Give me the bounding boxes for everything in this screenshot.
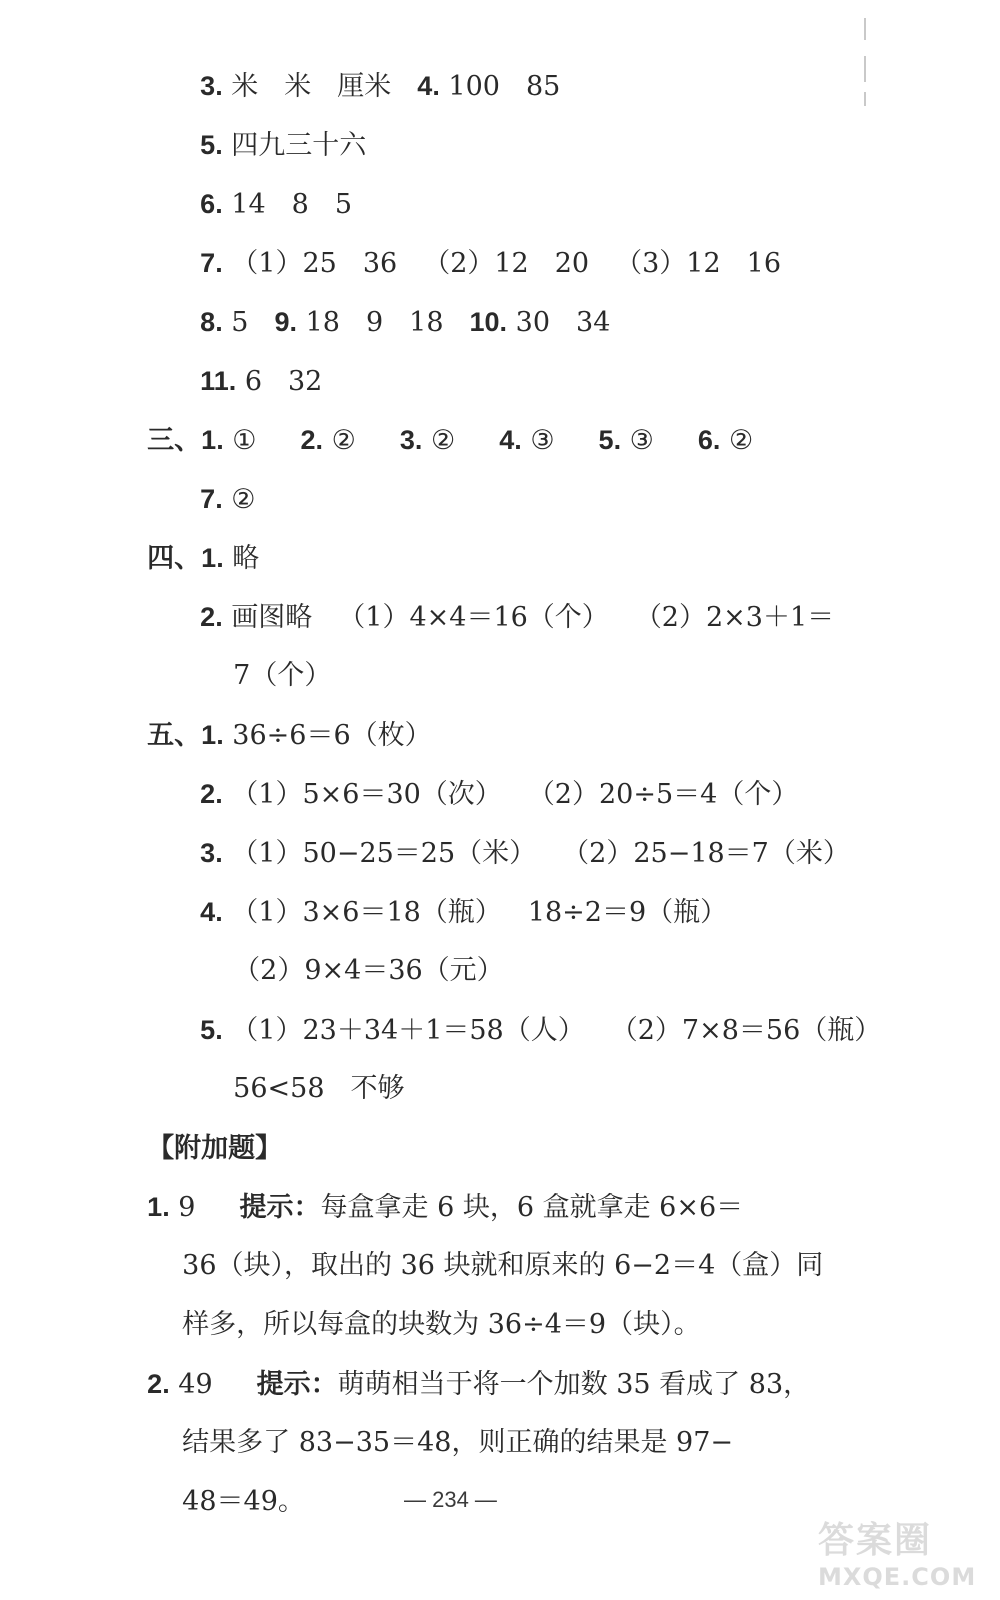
answer-line-7: 7. （1）25 36 （2）12 20 （3）12 16 [200,248,782,279]
section-five-line-5b: 56<58 不够 [233,1073,405,1104]
extra-q1-line-1: 1. 9 提示：每盒拿走 6 块，6 盒就拿走 6×6＝ [147,1192,744,1223]
answer-line-6: 6. 14 8 5 [200,189,353,220]
section-four-line-3: 7（个） [233,660,332,691]
answer-line-8-10: 8. 5 9. 18 9 18 10. 30 34 [200,307,611,338]
extra-q2-line-3: 48＝49。 [182,1486,305,1517]
section-three-line: 三、1. ① 2. ② 3. ② 4. ③ 5. ③ 6. ② [147,425,754,456]
edge-mark-mid [864,56,866,82]
section-five-line-4: 4. （1）3×6＝18（瓶） 18÷2＝9（瓶） [200,897,728,928]
section-five-line-5: 5. （1）23＋34＋1＝58（人） （2）7×8＝56（瓶） [200,1015,882,1046]
section-four-line-2: 2. 画图略 （1）4×4＝16（个） （2）2×3＋1＝ [200,602,835,633]
answer-line-3-4: 3. 米 米 厘米 4. 100 85 [200,71,561,102]
page-number: — 234 — [404,1487,497,1512]
answer-line-5: 5. 四九三十六 [200,130,367,161]
answer-line-11: 11. 6 32 [200,366,323,397]
section-three-line-2: 7. ② [200,484,256,515]
section-five-line-3: 3. （1）50−25＝25（米） （2）25−18＝7（米） [200,838,850,869]
watermark-logo [818,1512,978,1594]
section-four-line: 四、1. 略 [147,543,260,574]
extra-q1-line-3: 样多，所以每盒的块数为 36÷4＝9（块）。 [182,1309,701,1340]
extra-section-title: 【附加题】 [147,1133,283,1163]
extra-q1-line-2: 36（块），取出的 36 块就和原来的 6−2＝4（盒）同 [182,1250,824,1281]
watermark-bottom: MXQE.COM [818,1563,977,1591]
section-five-line: 五、1. 36÷6＝6（枚） [147,720,432,751]
edge-mark-top [864,18,866,40]
edge-mark-low [864,92,866,106]
extra-q2-line-1: 2. 49 提示：萌萌相当于将一个加数 35 看成了 83， [147,1369,811,1400]
watermark-top: 答案圈 [818,1520,933,1561]
extra-q2-line-2: 结果多了 83−35＝48，则正确的结果是 97− [182,1427,734,1458]
section-five-line-2: 2. （1）5×6＝30（次） （2）20÷5＝4（个） [200,779,799,810]
section-five-line-4b: （2）9×4＝36（元） [233,955,504,986]
